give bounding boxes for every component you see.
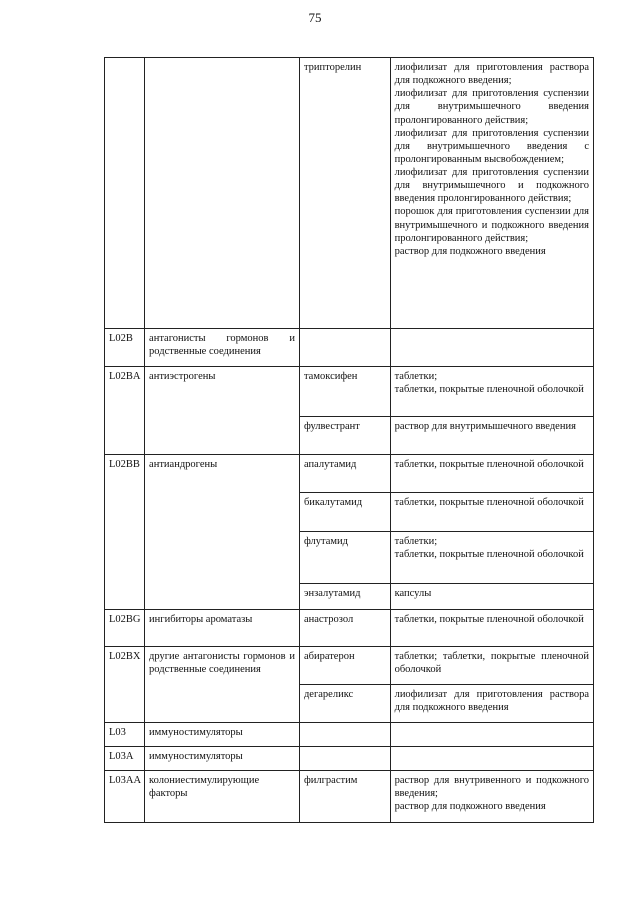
drug-name-cell: флутамид [299,532,390,584]
dosage-form-cell [390,532,593,584]
dosage-form: таблетки; [394,536,438,547]
group-name-cell: другие антагонисты гормонов и родственные соединения [145,647,300,723]
dosage-form: таблетки, покрытые пленочной оболочкой [394,614,584,625]
table-row [105,747,594,771]
drug-name-cell: апалутамид [299,455,390,493]
group-name-cell: антиандрогены [145,455,300,610]
drug-name-cell: трипторелин [299,58,390,329]
dosage-form: лиофилизат для приготовления раствора для подкожного введения [394,689,589,714]
dosage-form-cell [390,367,593,417]
atc-code-cell: L02BG [105,610,145,647]
dosage-form-cell [390,723,593,747]
dosage-form: капсулы [394,588,432,599]
table-row [105,723,594,747]
table-row [105,367,594,417]
dosage-form: таблетки, покрытые пленочной оболочкой [394,459,584,470]
dosage-form: раствор для внутривенного и подкожного введения; [394,775,589,800]
dosage-form: лиофилизат для приготовления суспензии для внутримышечного введения пролонгированного действия; [394,88,589,126]
group-name-cell: иммуностимуляторы [145,747,300,771]
drug-name-cell: абиратерон [299,647,390,685]
dosage-form: таблетки, покрытые пленочной оболочкой [394,497,584,508]
atc-code-cell: L03 [105,723,145,747]
dosage-form-cell [390,647,593,685]
dosage-form: лиофилизат для приготовления суспензии для внутримышечного введения с пролонгированным высвобождением; [394,127,589,165]
dosage-form-cell [390,610,593,647]
table-row [105,455,594,493]
dosage-form: таблетки; таблетки, покрытые пленочной оболочкой [394,651,589,676]
dosage-form-cell [390,455,593,493]
atc-code-cell: L02BB [105,455,145,610]
dosage-form: порошок для приготовления суспензии для внутримышечного и подкожного введения пролонгированного действия; [394,206,589,244]
dosage-form: лиофилизат для приготовления раствора для подкожного введения; [394,62,589,87]
group-name-cell: колониестимулирующие факторы [145,771,300,823]
group-name-cell: иммуностимуляторы [145,723,300,747]
table-row [105,610,594,647]
group-name-cell: антиэстрогены [145,367,300,455]
dosage-form: таблетки, покрытые пленочной оболочкой [394,384,584,396]
table-row [105,771,594,823]
dosage-form-cell [390,685,593,723]
dosage-form: таблетки; [394,371,438,382]
group-name-cell [145,58,300,329]
dosage-form-cell [390,771,593,823]
drug-name-cell: дегареликс [299,685,390,723]
drug-name-cell [299,723,390,747]
table-row [105,647,594,685]
drug-name-cell: энзалутамид [299,584,390,610]
atc-code-cell: L02B [105,329,145,367]
dosage-form: раствор для внутримышечного введения [394,421,576,432]
dosage-form-cell [390,329,593,367]
dosage-form-cell [390,58,593,329]
atc-code-cell: L03A [105,747,145,771]
dosage-form-cell [390,747,593,771]
dosage-form: таблетки, покрытые пленочной оболочкой [394,549,584,561]
drug-name-cell: анастрозол [299,610,390,647]
dosage-form: раствор для подкожного введения [394,801,546,813]
dosage-form-cell [390,493,593,532]
atc-code-cell: L03AA [105,771,145,823]
drug-table [104,57,594,823]
dosage-form: раствор для подкожного введения [394,245,546,257]
table-row [105,329,594,367]
group-name-cell: антагонисты гормонов и родственные соединения [145,329,300,367]
drug-name-cell: фулвестрант [299,417,390,455]
atc-code-cell [105,58,145,329]
drug-name-cell [299,329,390,367]
drug-name-cell: бикалутамид [299,493,390,532]
dosage-form-cell [390,584,593,610]
dosage-form-cell [390,417,593,455]
drug-name-cell [299,747,390,771]
group-name-cell: ингибиторы ароматазы [145,610,300,647]
atc-code-cell: L02BA [105,367,145,455]
dosage-form: лиофилизат для приготовления суспензии для внутримышечного и подкожного введения пролонгированного действия; [394,167,589,205]
atc-code-cell: L02BX [105,647,145,723]
page-number: 75 [308,10,322,25]
drug-name-cell: тамоксифен [299,367,390,417]
table-row [105,58,594,329]
drug-name-cell: филграстим [299,771,390,823]
